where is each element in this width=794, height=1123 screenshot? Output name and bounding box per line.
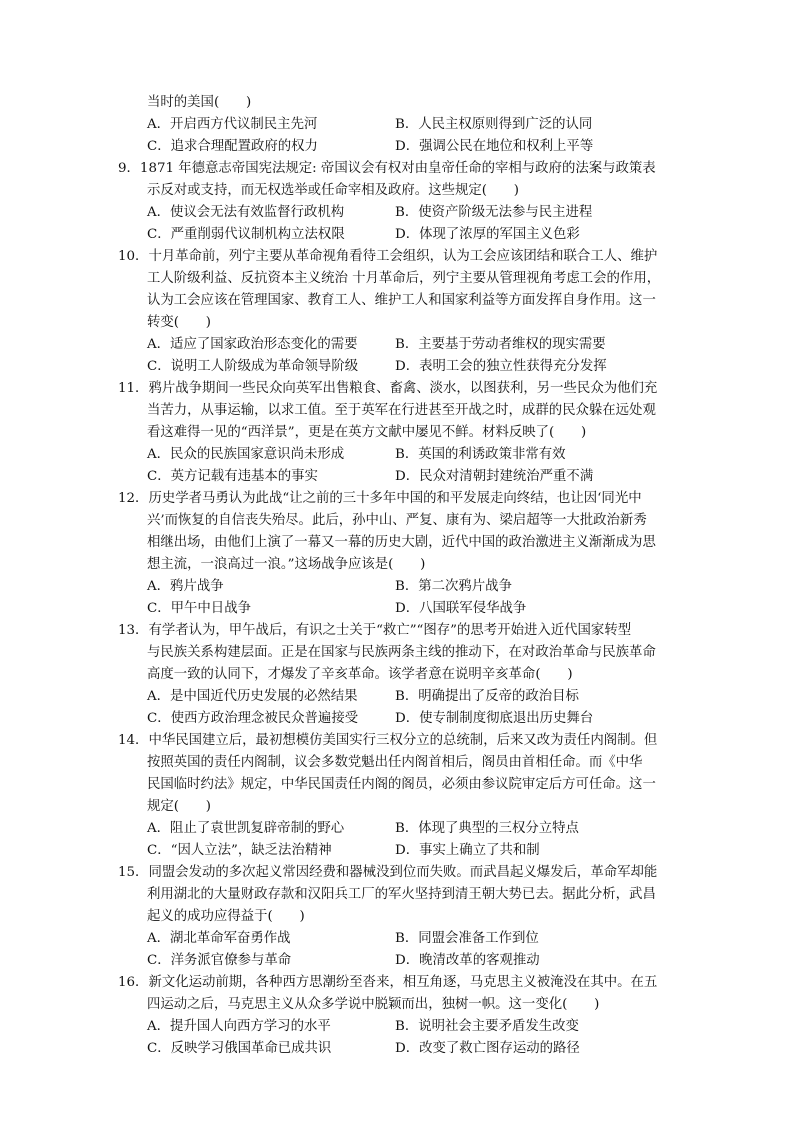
question-stem-text: 当苦力，从事运输，以求工值。至于英军在行进甚至开战之时，成群的民众躲在远处观	[147, 403, 656, 418]
option-row	[118, 466, 678, 488]
question-item	[118, 730, 678, 862]
question-stem-line	[118, 554, 678, 576]
answer-option: C．洋务派官僚参与革命	[147, 953, 292, 968]
option-row	[118, 576, 678, 598]
question-number: 12．	[118, 491, 149, 506]
option-row	[118, 598, 678, 620]
question-stem-text: 1871 年德意志帝国宪法规定: 帝国议会有权对由皇帝任命的宰相与政府的法案与政策表	[139, 161, 656, 176]
answer-option: B．明确提出了反帝的政治目标	[395, 689, 579, 704]
answer-option: D．使专制制度彻底退出历史舞台	[395, 711, 594, 726]
question-item	[118, 378, 678, 488]
question-stem-text: 鸦片战争期间一些民众向英军出售粮食、畜禽、淡水，以图获利，另一些民众为他们充	[148, 381, 658, 396]
answer-option: A．适应了国家政治形态变化的需要	[147, 337, 358, 352]
answer-option: B．说明社会主要矛盾发生改变	[395, 1019, 579, 1034]
answer-option: A．民众的民族国家意识尚未形成	[147, 447, 345, 462]
question-stem-text: 四运动之后，马克思主义从众多学说中脱颖而出，独树一帜。这一变化( )	[147, 997, 600, 1012]
question-number: 14．	[118, 733, 149, 748]
question-stem-line	[118, 862, 678, 884]
question-number: 15．	[118, 865, 149, 880]
question-stem-line	[118, 620, 678, 642]
question-stem-text: 当时的美国( )	[147, 95, 252, 110]
answer-option: C．“因人立法”，缺乏法治精神	[147, 843, 332, 858]
question-number: 13．	[118, 623, 149, 638]
question-stem-text: 民国临时约法》规定，中华民国责任内阁的阁员，必须由参议院审定后方可任命。这一	[147, 777, 656, 792]
question-stem-line	[118, 994, 678, 1016]
answer-option: B．使资产阶级无法参与民主进程	[395, 205, 593, 220]
answer-option: A．提升国人向西方学习的水平	[147, 1019, 331, 1034]
answer-option: C．反映学习俄国革命已成共识	[147, 1041, 332, 1056]
question-stem-text: 工人阶级利益、反抗资本主义统治 十月革命后，列宁主要从管理视角考虑工会的作用，	[147, 271, 661, 286]
question-stem-text: 高度一致的认同下，才爆发了辛亥革命。该学者意在说明辛亥革命( )	[147, 667, 573, 682]
question-stem-text: 兴’而恢复的自信丧失殆尽。此后，孙中山、严复、康有为、梁启超等一大批政治新秀	[147, 513, 647, 528]
question-stem-text: 转变( )	[147, 315, 212, 330]
question-item	[118, 862, 678, 972]
answer-option: B．英国的利诱政策非常有效	[395, 447, 566, 462]
option-row	[118, 356, 678, 378]
question-stem-text: 与民族关系构建层面。正是在国家与民族两条主线的推动下，在对政治革命与民族革命	[147, 645, 656, 660]
answer-option: B．主要基于劳动者维权的现实需要	[395, 337, 606, 352]
question-stem-line	[118, 158, 678, 180]
question-stem-text: 起义的成功应得益于( )	[147, 909, 305, 924]
question-stem-line	[118, 510, 678, 532]
question-stem-line	[118, 752, 678, 774]
question-item	[118, 158, 678, 246]
answer-option: B．体现了典型的三权分立特点	[395, 821, 579, 836]
answer-option: D．民众对清朝封建统治严重不满	[395, 469, 594, 484]
option-row	[118, 818, 678, 840]
question-stem-text: 中华民国建立后，最初想模仿美国实行三权分立的总统制，后来又改为责任内阁制。但	[148, 733, 658, 748]
question-stem-text: 有学者认为，甲午战后，有识之士关于“救亡”“图存”的思考开始进入近代国家转型	[148, 623, 632, 638]
question-stem-text: 规定( )	[147, 799, 212, 814]
answer-option: D．晚清改革的客观推动	[395, 953, 540, 968]
answer-option: D．表明工会的独立性获得充分发挥	[395, 359, 607, 374]
answer-option: A．鸦片战争	[147, 579, 224, 594]
answer-option: D．八国联军侵华战争	[395, 601, 527, 616]
answer-option: C．甲午中日战争	[147, 601, 251, 616]
question-stem-text: 同盟会发动的多次起义常因经费和器械没到位而失败。而武昌起义爆发后，革命军却能	[148, 865, 658, 880]
answer-option: C．英方记载有违基本的事实	[147, 469, 318, 484]
question-stem-text: 新文化运动前期，各种西方思潮纷至沓来，相互角逐，马克思主义被淹没在其中。在五	[148, 975, 658, 990]
question-stem-line	[118, 730, 678, 752]
answer-option: B．同盟会准备工作到位	[395, 931, 539, 946]
question-stem-text: 认为工会应该在管理国家、教育工人、维护工人和国家利益等方面发挥自身作用。这一	[147, 293, 656, 308]
question-stem-text: 相继出场，由他们上演了一幕又一幕的历史大剧，近代中国的政治激进主义渐渐成为思	[147, 535, 656, 550]
question-item	[118, 92, 678, 158]
answer-option: D．体现了浓厚的军国主义色彩	[395, 227, 580, 242]
question-stem-text: 利用湖北的大量财政存款和汉阳兵工厂的军火坚持到清王朝大势已去。据此分析，武昌	[147, 887, 656, 902]
option-row	[118, 708, 678, 730]
answer-option: A．使议会无法有效监督行政机构	[147, 205, 345, 220]
question-stem-line	[118, 774, 678, 796]
answer-option: C．严重削弱代议制机构立法权限	[147, 227, 345, 242]
question-item	[118, 246, 678, 378]
question-stem-text: 看这难得一见的“西洋景”，更是在英方文献中屡见不鲜。材料反映了( )	[147, 425, 587, 440]
answer-option: C．说明工人阶级成为革命领导阶级	[147, 359, 359, 374]
question-item	[118, 488, 678, 620]
answer-option: A．是中国近代历史发展的必然结果	[147, 689, 358, 704]
question-item	[118, 620, 678, 730]
answer-option: A．阻止了袁世凯复辟帝制的野心	[147, 821, 345, 836]
question-stem-line	[118, 378, 678, 400]
option-row	[118, 950, 678, 972]
answer-option: A．开启西方代议制民主先河	[147, 117, 318, 132]
option-row	[118, 444, 678, 466]
question-stem-text: 想主流，一浪高过一浪。”这场战争应该是( )	[147, 557, 426, 572]
question-stem-line	[118, 180, 678, 202]
question-stem-line	[118, 422, 678, 444]
question-stem-line	[118, 642, 678, 664]
question-stem-line	[118, 268, 678, 290]
answer-option: B．人民主权原则得到广泛的认同	[395, 117, 593, 132]
answer-option: C．使西方政治理念被民众普遍接受	[147, 711, 359, 726]
answer-option: A．湖北革命军奋勇作战	[147, 931, 291, 946]
option-row	[118, 224, 678, 246]
question-stem-line	[118, 246, 678, 268]
option-row	[118, 136, 678, 158]
option-row	[118, 1038, 678, 1060]
question-stem-line	[118, 290, 678, 312]
question-stem-line	[118, 972, 678, 994]
question-stem-text: 按照英国的责任内阁制，议会多数党魁出任内阁首相后，阁员由首相任命。而《中华	[147, 755, 643, 770]
question-number: 16．	[118, 975, 149, 990]
question-number: 9．	[118, 161, 140, 176]
question-stem-line	[118, 400, 678, 422]
question-stem-line	[118, 906, 678, 928]
answer-option: D．改变了救亡图存运动的路径	[395, 1041, 580, 1056]
question-stem-text: 十月革命前，列宁主要从革命视角看待工会组织，认为工会应该团结和联合工人、维护	[148, 249, 658, 264]
answer-option: C．追求合理配置政府的权力	[147, 139, 318, 154]
question-number: 11．	[118, 381, 149, 396]
option-row	[118, 114, 678, 136]
answer-option: D．事实上确立了共和制	[395, 843, 540, 858]
question-stem-line	[118, 488, 678, 510]
question-stem-line	[118, 312, 678, 334]
question-stem-line	[118, 532, 678, 554]
option-row	[118, 202, 678, 224]
question-stem-text: 示反对或支持，而无权选举或任命宰相及政府。这些规定( )	[147, 183, 519, 198]
question-list	[118, 92, 678, 1060]
question-stem-line	[118, 796, 678, 818]
option-row	[118, 1016, 678, 1038]
option-row	[118, 686, 678, 708]
question-stem-line	[118, 664, 678, 686]
question-stem-line	[118, 92, 678, 114]
answer-option: B．第二次鸦片战争	[395, 579, 512, 594]
question-number: 10．	[118, 249, 149, 264]
option-row	[118, 928, 678, 950]
option-row	[118, 334, 678, 356]
option-row	[118, 840, 678, 862]
question-stem-text: 历史学者马勇认为此战“让之前的三十多年中国的和平发展走向终结，也让因‘同光中	[148, 491, 642, 506]
answer-option: D．强调公民在地位和权利上平等	[395, 139, 594, 154]
question-item	[118, 972, 678, 1060]
question-stem-line	[118, 884, 678, 906]
